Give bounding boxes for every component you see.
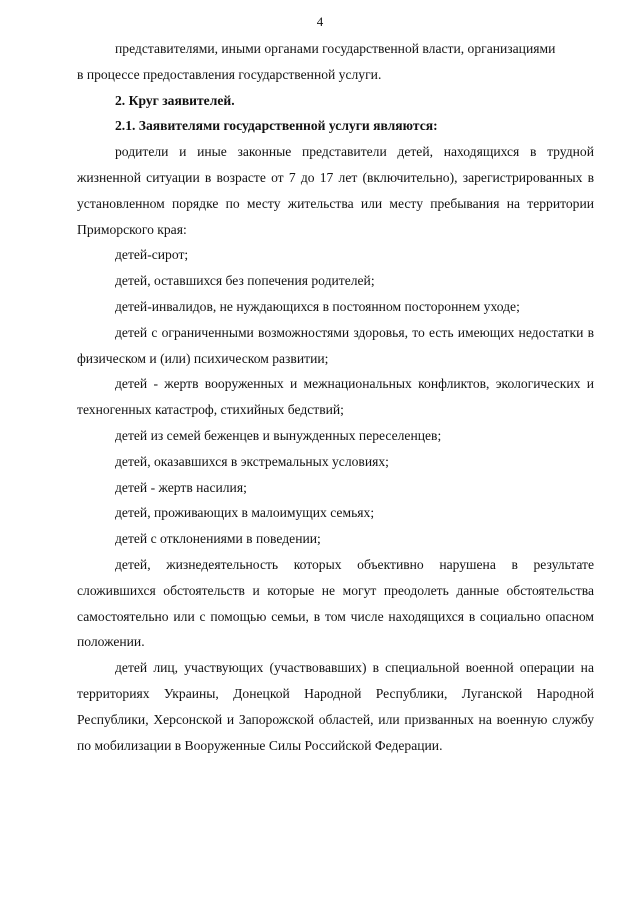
section-heading: 2. Круг заявителей. — [115, 92, 235, 108]
list-item: детей, жизнедеятельность которых объективно нарушена в результате сложившихся обстоятельств и которые не могут преодолеть данные обстоятельства самостоятельно или с помощью семьи, в том числе находящихся в социально опасном положении. — [77, 556, 594, 650]
list-item: детей, проживающих в малоимущих семьях; — [115, 505, 375, 521]
list-item: детей, оказавшихся в экстремальных условиях; — [115, 453, 389, 469]
page-number: 4 — [316, 14, 324, 29]
list-item: детей лиц, участвующих (участвовавших) в специальной военной операции на территориях Украины, Донецкой Народной Республики, Луганской Народной Республики, Херсонской и Запорожской областей, или призванных на военную службу по мобилизации в Вооруженные Силы Российской Федерации. — [77, 660, 594, 753]
list-item: детей с отклонениями в поведении; — [115, 531, 321, 547]
list-item: детей - жертв вооруженных и межнациональных конфликтов, экологических и техногенных катастроф, стихийных бедствий; — [77, 376, 594, 418]
list-item: детей с ограниченными возможностями здоровья, то есть имеющих недостатки в физическом и (или) психическом развитии; — [77, 324, 594, 366]
paragraph-continuation-end: в процессе предоставления государственной услуги. — [77, 66, 382, 82]
list-item: детей-сирот; — [115, 247, 189, 263]
paragraph-continuation: представителями, иными органами государственной власти, организациями — [115, 41, 556, 56]
list-item: детей, оставшихся без попечения родителей; — [115, 273, 375, 289]
list-item: детей из семей беженцев и вынужденных переселенцев; — [115, 427, 442, 443]
applicants-paragraph: родители и иные законные представители детей, находящихся в трудной жизненной ситуации в возрасте от 7 до 17 лет (включительно), зарегистрированных в установленном порядке по месту жительства или месту пребывания на территории Приморского края: — [77, 144, 594, 237]
subsection-heading: 2.1. Заявителями государственной услуги являются: — [115, 118, 438, 134]
document-body — [77, 36, 594, 758]
list-item: детей-инвалидов, не нуждающихся в постоянном постороннем уходе; — [115, 298, 520, 314]
list-item: детей - жертв насилия; — [115, 479, 247, 495]
